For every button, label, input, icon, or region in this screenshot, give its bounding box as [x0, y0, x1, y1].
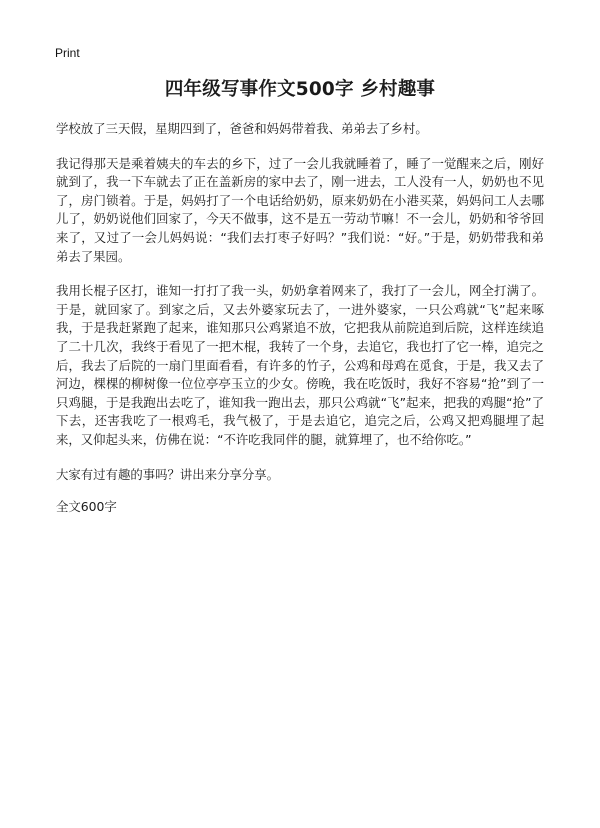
print-link[interactable]: Print — [55, 46, 80, 60]
paragraph-3: 我用长棍子区打，谁知一打打了我一头，奶奶拿着网来了，我打了一会儿，网全打满了。于是，就回家了。到家之后，又去外婆家玩去了，一进外婆家，一只公鸡就“飞”起来啄我，于是我赶紧跑了起来，谁知那只公鸡紧追不放，它把我从前院追到后院，这样连续追了二十几次，我终于看见了一把木棍，我转了一个身，去追它，我也打了它一棒，追完之后，我去了后院的一扇门里面看看，有许多的竹子，公鸡和母鸡在觅食，于是，我又去了河边，棵棵的柳树像一位位亭亭玉立的少女。傍晚，我在吃饭时，我好不容易“抢”到了一只鸡腿，于是我跑出去吃了，谁知我一跑出去，那只公鸡就“飞”起来，把我的鸡腿“抢”了下去，还害我吃了一根鸡毛，我气极了，于是去追它，追完之后，公鸡又把鸡腿埋了起来，又仰起头来，仿佛在说：“不许吃我同伴的腿，就算埋了，也不给你吃。” — [56, 283, 544, 447]
paragraph-1: 学校放了三天假，星期四到了，爸爸和妈妈带着我、弟弟去了乡村。 — [56, 121, 428, 136]
article-title: 四年级写事作文500字 乡村趣事 — [164, 79, 436, 100]
word-count: 全文600字 — [56, 499, 117, 515]
paragraph-4: 大家有过有趣的事吗？讲出来分享分享。 — [56, 466, 280, 482]
paragraph-2: 我记得那天是乘着姨夫的车去的乡下，过了一会儿我就睡着了，睡了一觉醒来之后，刚好就到了，我一下车就去了正在盖新房的家中去了，刚一进去，工人没有一人，奶奶也不见了，房门锁着。于是，妈妈打了一个电话给奶奶，原来奶奶在小港买菜，妈妈问工人去哪儿了，奶奶说他们回家了，今天不做事，这不是五一劳动节嘛！不一会儿，奶奶和爷爷回来了，又过了一会儿妈妈说：“我们去打枣子好吗？”我们说：“好。”于是，奶奶带我和弟弟去了果园。 — [56, 155, 544, 264]
